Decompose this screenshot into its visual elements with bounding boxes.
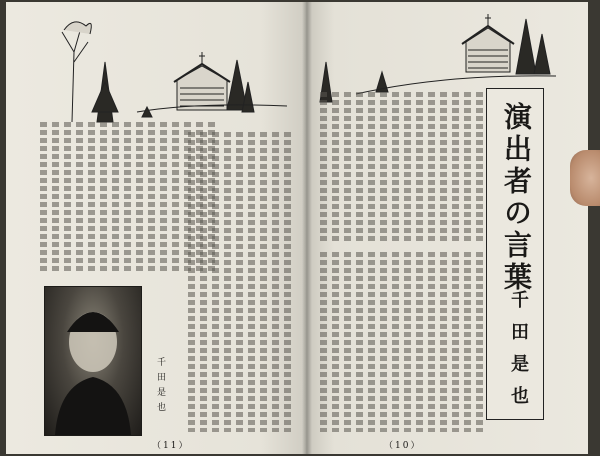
article-title: 演出者の言葉: [500, 102, 533, 294]
page-gutter: [302, 2, 312, 454]
article-author: 千田是也: [508, 290, 529, 418]
right-page: [306, 2, 588, 454]
left-page: [6, 2, 306, 454]
holding-hand: [570, 150, 600, 206]
right-text-block-lower: [316, 252, 486, 432]
page-number-left: （11）: [152, 441, 190, 451]
page-number-right: （10）: [384, 441, 422, 451]
cabin-landscape-illustration-left: [52, 12, 302, 132]
photo-caption: 千田是也: [155, 357, 165, 417]
author-portrait-photo: [44, 286, 142, 436]
left-right-text-block: [184, 132, 294, 432]
right-text-block-upper: [316, 92, 486, 242]
